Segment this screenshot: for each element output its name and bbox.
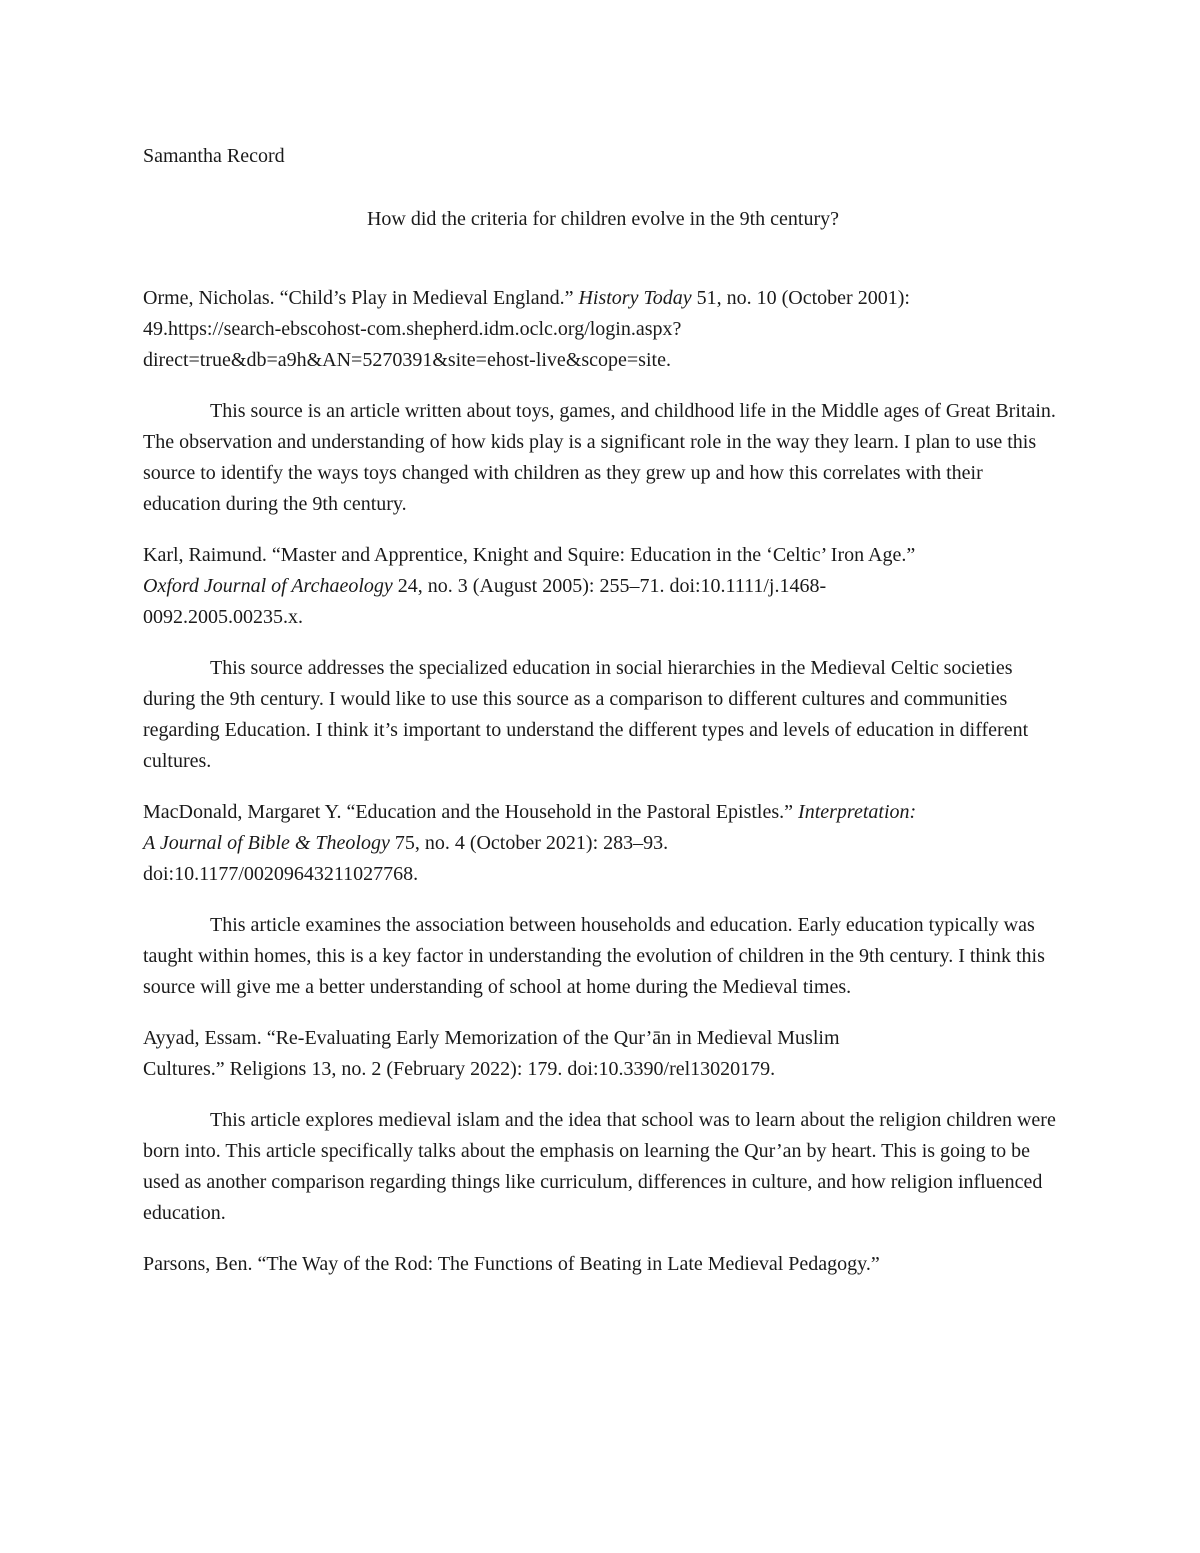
citation-line: Ayyad, Essam. “Re-Evaluating Early Memorization of the Qur’ān in Medieval Muslim	[143, 1027, 840, 1049]
citation-line	[143, 283, 1063, 314]
author-name: Samantha Record	[143, 145, 285, 167]
citation	[143, 1023, 1063, 1085]
citation-line	[143, 571, 1063, 602]
bibliography-entry	[143, 283, 1063, 520]
journal-title: Interpretation:	[798, 801, 917, 823]
annotation-paragraph: This source addresses the specialized education in social hierarchies in the Medieval Celtic societies during the 9th century. I would like to use this source as a comparison to different cultures and communities regarding Education. I think it’s important to understand the different types and levels of education in different cultures.	[143, 657, 1029, 772]
citation-text: MacDonald, Margaret Y. “Education and the Household in the Pastoral Epistles.”	[143, 801, 799, 823]
citation	[143, 540, 1063, 633]
citation-url-line[interactable]: 49.https://search-ebscohost-com.shepherd.idm.oclc.org/login.aspx?	[143, 318, 682, 340]
citation-text: 75, no. 4 (October 2021): 283–93.	[389, 832, 669, 854]
bibliography-entry	[143, 1023, 1063, 1229]
citation-url-line[interactable]: direct=true&db=a9h&AN=5270391&site=ehost-live&scope=site.	[143, 349, 671, 371]
annotation-paragraph: This source is an article written about toys, games, and childhood life in the Middle ages of Great Britain. The observation and understanding of how kids play is a significant role in the way they learn. I plan to use this source to identify the ways toys changed with children as they grew up and how this correlates with their education during the 9th century.	[143, 400, 1056, 515]
citation	[143, 797, 1063, 890]
annotation-paragraph: This article examines the association between households and education. Early education typically was taught within homes, this is a key factor in understanding the evolution of children in the 9th century. I think this source will give me a better understanding of school at home during the Medieval times.	[143, 914, 1045, 998]
citation-line	[143, 797, 1063, 828]
citation-line: doi:10.1177/00209643211027768.	[143, 863, 419, 885]
journal-title: Oxford Journal of Archaeology	[143, 575, 393, 597]
citation-text: 51, no. 10 (October 2001):	[691, 287, 910, 309]
bibliography-entry	[143, 797, 1063, 1003]
document-title: How did the criteria for children evolve in the 9th century?	[366, 208, 840, 230]
annotation-paragraph: This article explores medieval islam and the idea that school was to learn about the religion children were born into. This article specifically talks about the emphasis on learning the Qur’an by heart. This is going to be used as another comparison regarding things like curriculum, differences in culture, and how religion influenced education.	[143, 1109, 1056, 1224]
citation-line: 0092.2005.00235.x.	[143, 606, 303, 628]
document-body	[143, 141, 1063, 1280]
citation	[143, 1249, 1063, 1280]
citation-text: 24, no. 3 (August 2005): 255–71. doi:10.1111/j.1468-	[392, 575, 827, 597]
bibliography-entry	[143, 540, 1063, 777]
citation-text: Orme, Nicholas. “Child’s Play in Medieval England.”	[143, 287, 579, 309]
journal-title: A Journal of Bible & Theology	[143, 832, 390, 854]
bibliography-list	[143, 283, 1063, 1280]
citation	[143, 283, 1063, 376]
journal-title: History Today	[578, 287, 692, 309]
citation-line: Karl, Raimund. “Master and Apprentice, Knight and Squire: Education in the ‘Celtic’ Iron Age.”	[143, 544, 916, 566]
citation-line: Cultures.” Religions 13, no. 2 (February 2022): 179. doi:10.3390/rel13020179.	[143, 1058, 776, 1080]
citation-line: Parsons, Ben. “The Way of the Rod: The Functions of Beating in Late Medieval Pedagogy.”	[143, 1253, 880, 1275]
bibliography-entry	[143, 1249, 1063, 1280]
citation-line	[143, 828, 1063, 859]
